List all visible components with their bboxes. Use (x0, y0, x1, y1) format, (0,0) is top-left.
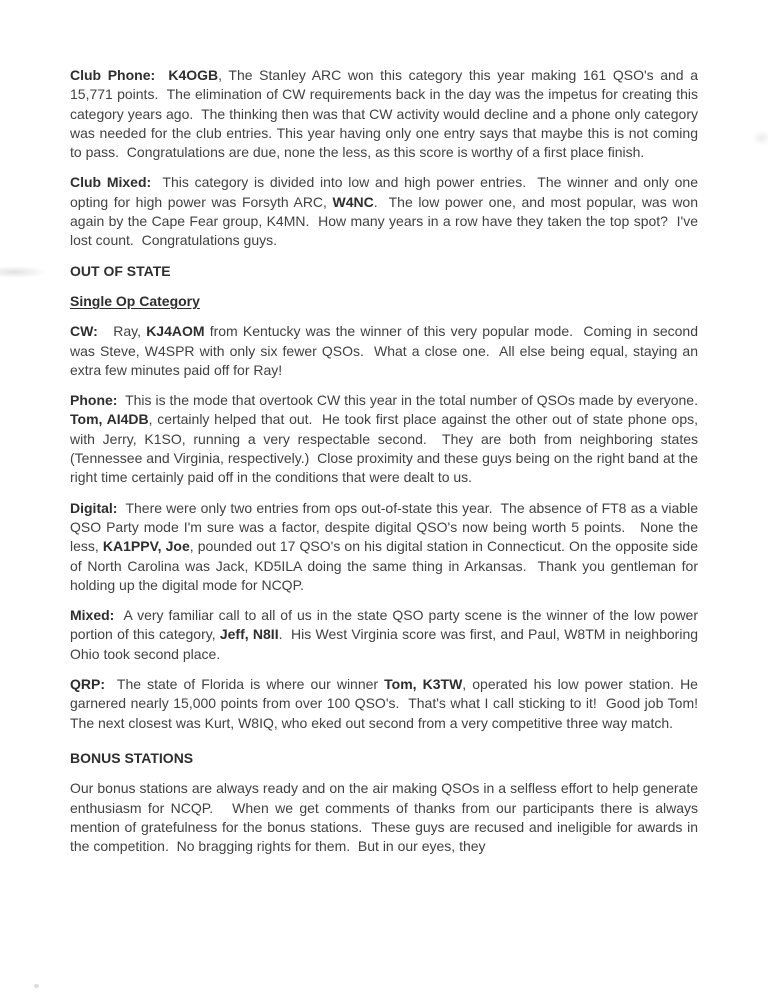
paragraph-cw (70, 322, 702, 380)
scan-artifact (0, 266, 48, 278)
club-mixed-lead: Club Mixed: (70, 174, 152, 191)
digital-lead: Digital: (70, 499, 118, 516)
cw-body-2: from Kentucky was the winner of this very popular mode. Coming in second was Steve, W4SPR with only six fewer QSOs. What a close one. All else being equal, staying an extra few minutes paid off for Ray! (70, 323, 702, 378)
digital-body-1: There were only two entries from ops out-of-state this year. The absence of FT8 as a viable QSO Party mode I'm sure was a factor, despite digital QSO's now being worth 5 points. None the less, (70, 499, 702, 555)
club-mixed-body-1: This category is divided into low and high power entries. The winner and only one opting for high power was Forsyth ARC, (70, 174, 702, 210)
qrp-body-1: The state of Florida is where our winner (105, 676, 385, 693)
mixed-body-2: . His West Virginia score was first, and Paul, W8TM in neighboring Ohio took second place. (70, 626, 702, 662)
qrp-winner-callsign: Tom, K3TW (384, 676, 463, 693)
mixed-body-1: A very familiar call to all of us in the state QSO party scene is the winner of the low power portion of this category, (70, 607, 702, 643)
single-op-category-title: Single Op Category (70, 292, 200, 309)
phone-body-2: , certainly helped that out. He took first place against the other out of state phone ops, with Jerry, K1SO, running a very respectable second. They are both from neighboring states (Tennessee and Virginia, respectively.) Close proximity and these guys being on the right band at the right time certainly paid off in the conditions that were dealt to us. (70, 411, 702, 486)
phone-winner-callsign: Tom, AI4DB (70, 411, 149, 428)
heading-bonus-stations (70, 749, 698, 768)
club-phone-lead: Club Phone: K4OGB (70, 67, 219, 83)
mixed-lead: Mixed: (70, 607, 115, 624)
mixed-winner-callsign: Jeff, N8II (219, 626, 279, 643)
paragraph-digital (70, 499, 702, 595)
cw-winner-callsign: KJ4AOM (146, 323, 205, 340)
paragraph-phone (70, 391, 706, 487)
bonus-stations-title: BONUS STATIONS (70, 749, 194, 766)
heading-single-op-category (70, 292, 698, 311)
digital-winner-callsign: KA1PPV, Joe (102, 538, 190, 555)
scan-artifact (34, 984, 39, 988)
paragraph-club-mixed (70, 173, 702, 250)
digital-body-2: , pounded out 17 QSO's on his digital station in Connecticut. On the opposite side of North Carolina was Jack, KD5ILA doing the same thing in Arkansas. Thank you gentleman for holding up the digital mode for NCQP. (70, 538, 702, 593)
qrp-lead: QRP: (70, 676, 105, 693)
club-mixed-body-2: . The low power one, and most popular, was won again by the Cape Fear group, K4MN. How many years in a row have they taken the top spot? I've lost count. Congratulations guys. (70, 193, 702, 249)
club-phone-body: , The Stanley ARC won this category this year making 161 QSO's and a 15,771 points. The elimination of CW requirements back in the day was the impetus for creating this category years ago. The thinking then was that CW activity would decline and a phone only category was needed for the club entries. This year having only one entry says that maybe this is not coming to pass. Congratulations are due, none the less, as this score is worthy of a first place finish. (70, 67, 702, 161)
paragraph-mixed (70, 606, 702, 664)
qrp-body-2: , operated his low power station. He garnered nearly 15,000 points from over 100 QSO's. That's what I call sticking to it! Good job Tom! The next closest was Kurt, W8IQ, who eked out second from a very competitive three way match. (70, 676, 706, 731)
out-of-state-title: OUT OF STATE (70, 262, 171, 279)
scan-artifact (752, 130, 768, 146)
club-mixed-winner-callsign: W4NC (332, 193, 374, 210)
paragraph-bonus-stations (70, 779, 702, 856)
heading-out-of-state (70, 262, 698, 281)
phone-body-1: This is the mode that overtook CW this year in the total number of QSOs made by everyone. (117, 392, 706, 409)
paragraph-club-phone (70, 66, 702, 162)
bonus-stations-body: Our bonus stations are always ready and on the air making QSOs in a selfless effort to help generate enthusiasm for NCQP. When we get comments of thanks from our participants there is always mention of gratefulness for the bonus stations. These guys are recused and ineligible for awards in the competition. No bragging rights for them. But in our eyes, they (70, 780, 702, 855)
phone-lead: Phone: (70, 392, 118, 409)
paragraph-qrp (70, 675, 706, 733)
cw-body-1: Ray, (97, 323, 147, 340)
cw-lead: CW: (70, 323, 98, 340)
